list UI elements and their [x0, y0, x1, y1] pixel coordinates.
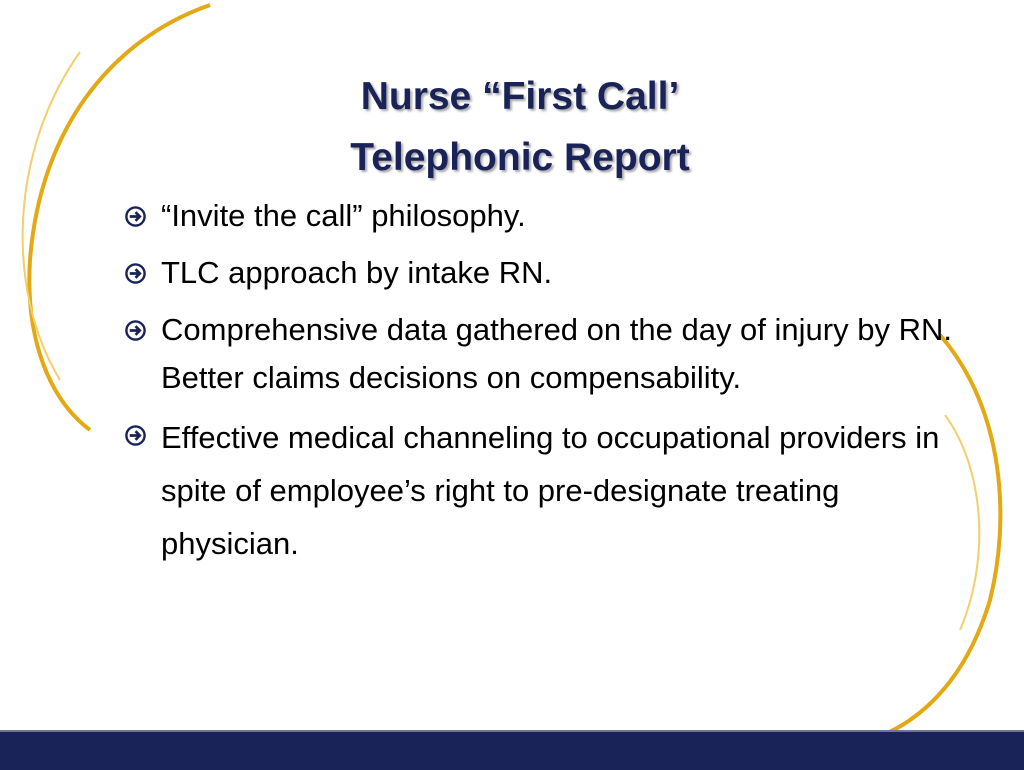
bullet-list: [124, 192, 964, 579]
title-line-1: Nurse “First Call’: [360, 75, 680, 118]
bullet-item: [124, 411, 964, 570]
bullet-text: TLC approach by intake RN.: [161, 255, 553, 290]
bullet-text: Comprehensive data gathered on the day of injury by RN. Better claims decisions on compensability.: [161, 312, 952, 395]
bullet-item: [124, 249, 964, 297]
footer-bar: [0, 730, 1024, 770]
bullet-item: [124, 306, 964, 402]
slide-title: [0, 66, 1024, 188]
arrow-circle-right-icon: [124, 424, 147, 447]
bullet-text: “Invite the call” philosophy.: [161, 198, 526, 233]
arrow-circle-right-icon: [124, 205, 147, 228]
bullet-text: Effective medical channeling to occupational providers in spite of employee’s right to pre-designate treating physician.: [161, 420, 940, 561]
bullet-item: [124, 192, 964, 240]
title-line-2: Telephonic Report: [350, 136, 690, 179]
arrow-circle-right-icon: [124, 262, 147, 285]
arrow-circle-right-icon: [124, 319, 147, 342]
